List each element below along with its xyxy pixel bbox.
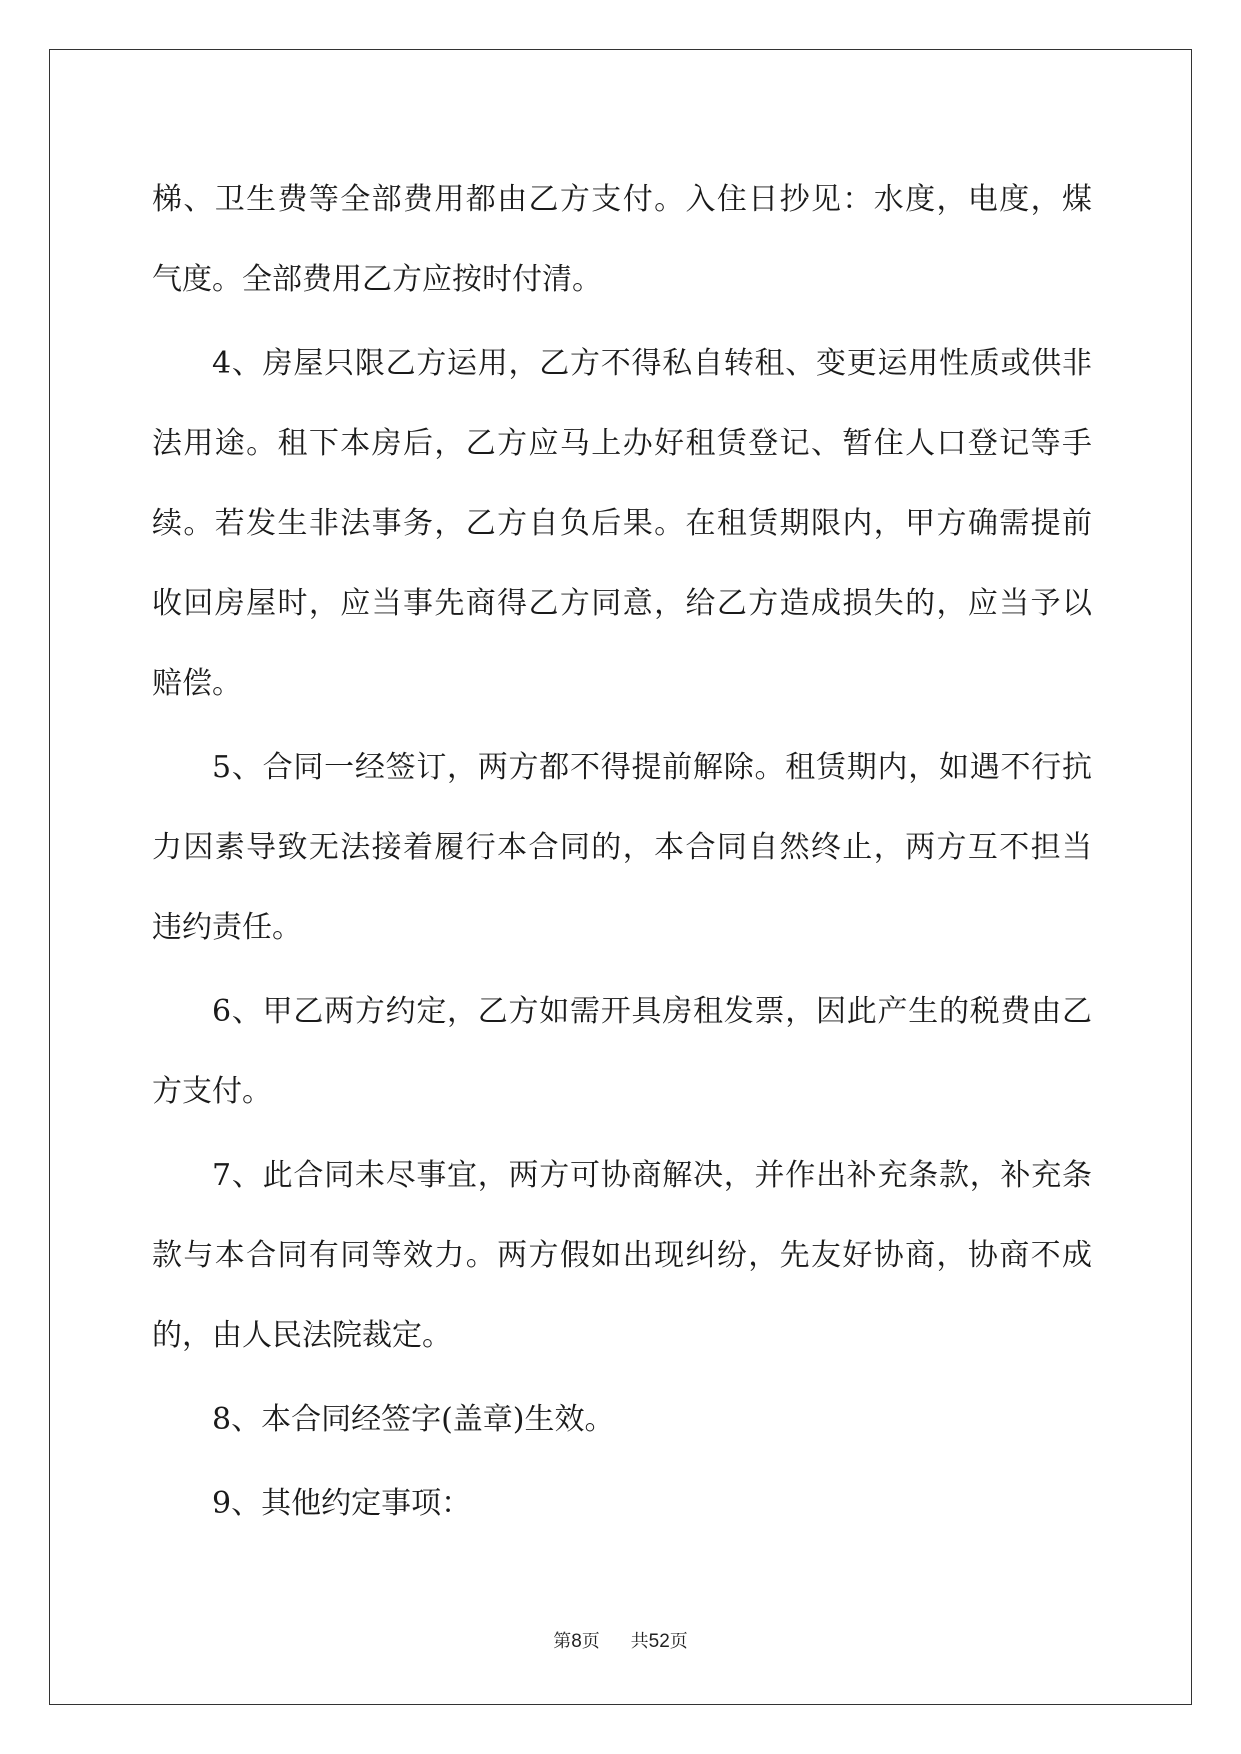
page-prefix: 第 [553, 1631, 572, 1652]
text-line: 5、合同一经签订，两方都不得提前解除。租赁期内，如遇不行抗 [212, 750, 1092, 785]
text-line: 7、此合同未尽事宜，两方可协商解决，并作出补充条款，补充条 [212, 1158, 1092, 1193]
total-pages: 52 [648, 1631, 670, 1652]
total-suffix: 页 [669, 1631, 688, 1652]
paragraph-item-8 [152, 1380, 1092, 1460]
page-footer [0, 1627, 1241, 1653]
text-line: 气度。全部费用乙方应按时付清。 [152, 262, 602, 297]
text-line: 赔偿。 [152, 666, 242, 701]
text-line: 收回房屋时，应当事先商得乙方同意，给乙方造成损失的，应当予以 [152, 586, 1092, 621]
text-line: 方支付。 [152, 1074, 272, 1109]
text-line: 4、房屋只限乙方运用，乙方不得私自转租、变更运用性质或供非 [212, 346, 1092, 381]
text-line: 9、其他约定事项： [212, 1486, 472, 1521]
paragraph-item-4 [152, 324, 1092, 724]
text-line: 梯、卫生费等全部费用都由乙方支付。入住日抄见：水度，电度，煤 [152, 182, 1092, 217]
text-line: 的，由人民法院裁定。 [152, 1318, 452, 1353]
text-line: 6、甲乙两方约定，乙方如需开具房租发票，因此产生的税费由乙 [212, 994, 1092, 1029]
text-line: 8、本合同经签字(盖章)生效。 [212, 1402, 615, 1437]
paragraph-item-5 [152, 728, 1092, 968]
document-body [152, 160, 1092, 1544]
page-suffix: 页 [581, 1631, 600, 1652]
text-line: 法用途。租下本房后，乙方应马上办好租赁登记、暂住人口登记等手 [152, 426, 1092, 461]
paragraph-item-7 [152, 1136, 1092, 1376]
paragraph [152, 160, 1092, 320]
paragraph-item-9 [152, 1464, 1092, 1544]
text-line: 款与本合同有同等效力。两方假如出现纠纷，先友好协商，协商不成 [152, 1238, 1092, 1273]
text-line: 违约责任。 [152, 910, 302, 945]
paragraph-item-6 [152, 972, 1092, 1132]
total-prefix: 共 [630, 1631, 649, 1652]
page-number: 8 [571, 1631, 582, 1652]
text-line: 续。若发生非法事务，乙方自负后果。在租赁期限内，甲方确需提前 [152, 506, 1092, 541]
text-line: 力因素导致无法接着履行本合同的，本合同自然终止，两方互不担当 [152, 830, 1092, 865]
